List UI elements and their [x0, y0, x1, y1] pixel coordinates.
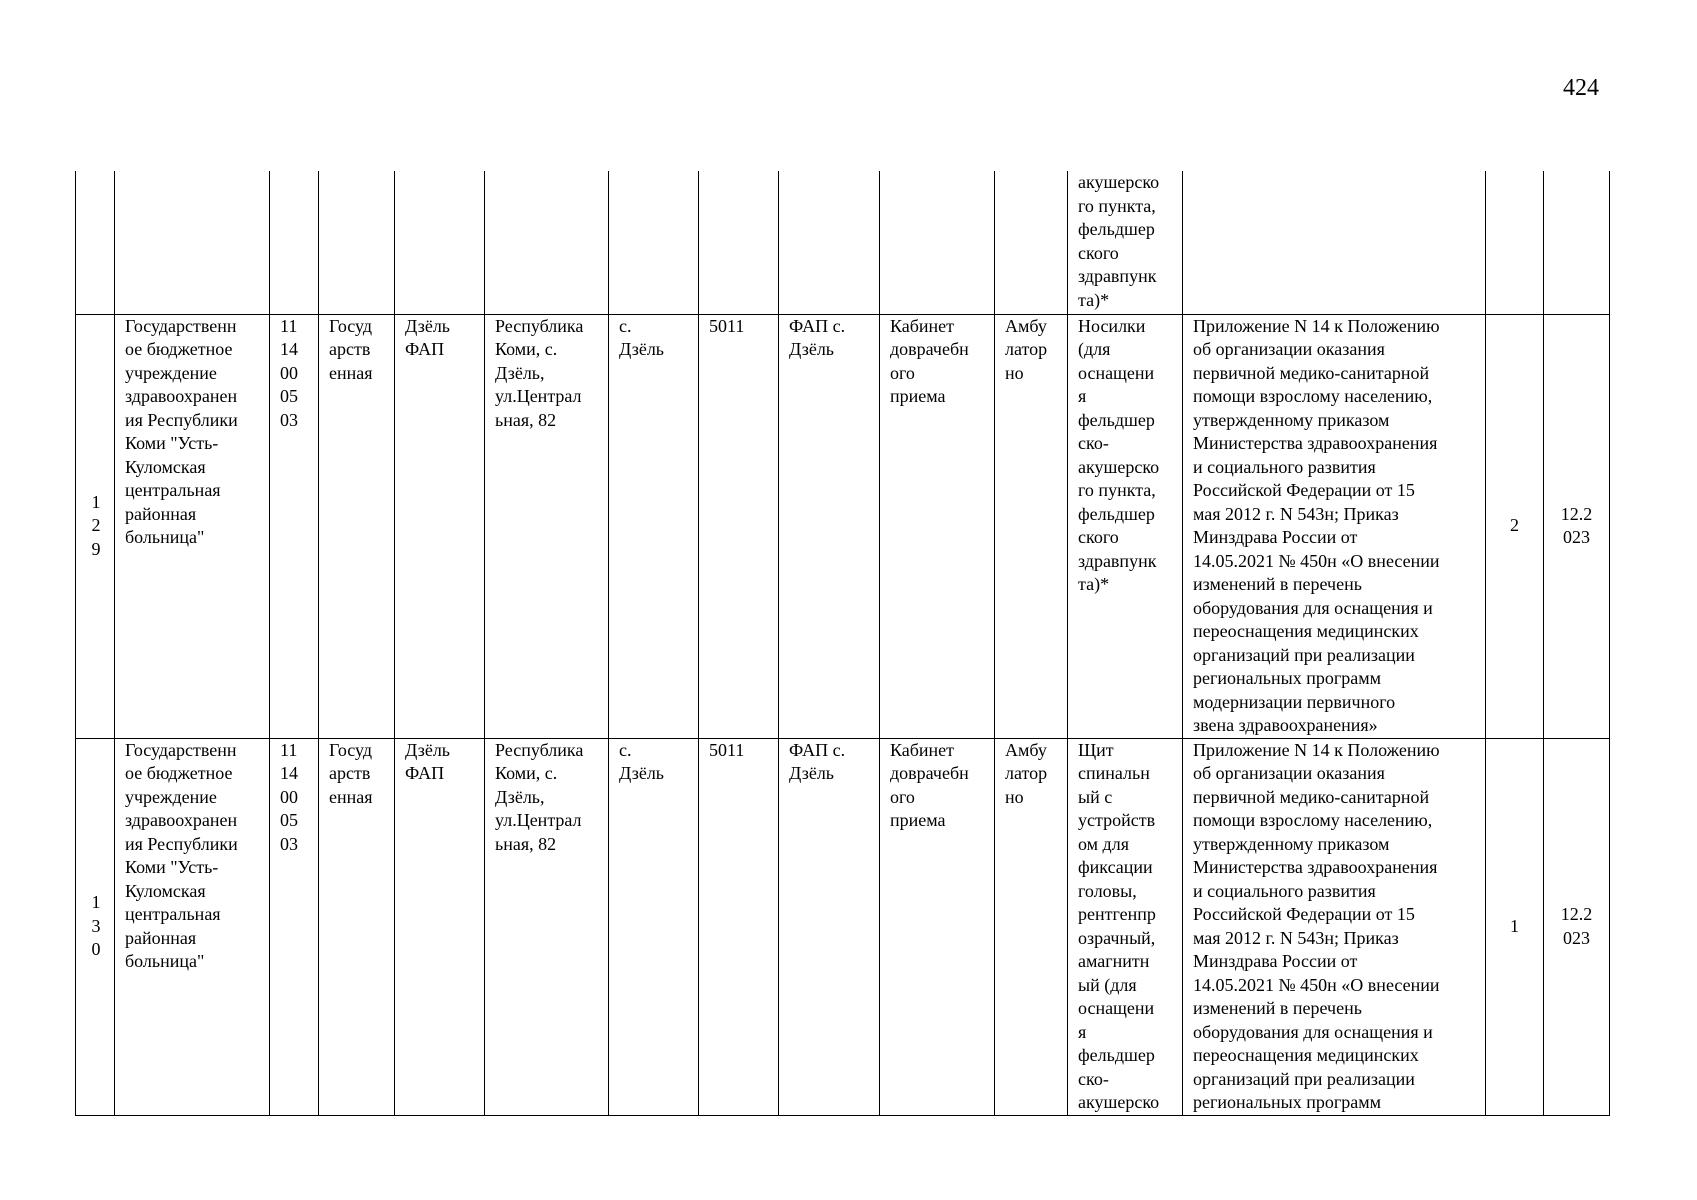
cell-line: Министерства здравоохранения	[1193, 433, 1438, 453]
cell-date	[1544, 314, 1610, 738]
cell-line: утвержденному приказом	[1193, 409, 1390, 430]
cell-line: приема	[890, 386, 946, 406]
cell-line: центральная	[125, 904, 221, 924]
cell-line: та)*	[1078, 574, 1110, 594]
cell-line: Министерства здравоохранения	[1193, 857, 1438, 877]
cell-qty: 1	[1486, 738, 1544, 1115]
cell-line: Госуд	[329, 315, 373, 336]
cell-line: 9	[91, 538, 101, 559]
cell-line: Коми, с.	[495, 339, 558, 359]
cell-line: мая 2012 г. N 543н; Приказ	[1193, 503, 1399, 524]
cell-line: фельдшер	[1078, 503, 1155, 524]
cell-line: енная	[329, 362, 373, 383]
cell-line: первичной медико-санитарной	[1193, 362, 1430, 383]
cell-code2	[699, 171, 779, 314]
cell-cabinet	[880, 171, 995, 314]
cell-line: 11	[280, 739, 298, 760]
cell-line: учреждение	[125, 362, 217, 383]
cell-line: акушерско	[1078, 1092, 1160, 1112]
cell-line: оснащени	[1078, 998, 1155, 1018]
cell-line: 12.2	[1560, 503, 1593, 524]
cell-line: фельдшер	[1078, 409, 1155, 430]
cell-line: ия Республики	[125, 409, 238, 430]
cell-line: утвержденному приказом	[1193, 833, 1390, 854]
cell-line: здравоохранен	[125, 386, 238, 406]
cell-line: изменений в перечень	[1193, 574, 1362, 594]
cell-ownership	[319, 738, 395, 1115]
page-number: 424	[1563, 75, 1599, 101]
cell-line: ФАП	[405, 339, 445, 359]
cell-line: Кабинет	[890, 739, 955, 760]
cell-org	[115, 738, 270, 1115]
cell-care	[995, 171, 1068, 314]
cell-line: Российской Федерации от 15	[1193, 480, 1415, 500]
cell-line: ого	[890, 786, 915, 807]
cell-line: 2	[91, 515, 101, 536]
cell-line: переоснащения медицинских	[1193, 1045, 1419, 1065]
cell-line: 12.2	[1560, 904, 1593, 924]
cell-line: арств	[329, 339, 371, 359]
cell-line: организаций при реализации	[1193, 1068, 1415, 1089]
cell-line: Госуд	[329, 739, 373, 760]
cell-code	[270, 314, 319, 738]
cell-date	[1544, 171, 1610, 314]
cell-line: об организации оказания	[1193, 763, 1385, 783]
cell-line: я	[1078, 1021, 1087, 1042]
cell-line: приема	[890, 810, 946, 830]
cell-unit	[395, 738, 485, 1115]
cell-locality	[609, 171, 699, 314]
table-body	[76, 171, 1610, 1115]
cell-equipment	[1068, 738, 1183, 1115]
cell-line: модернизации первичного	[1193, 691, 1396, 712]
cell-line: доврачебн	[890, 339, 969, 359]
cell-line: Минздрава России от	[1193, 527, 1358, 547]
cell-line: Коми "Усть-	[125, 433, 219, 453]
cell-line: но	[1005, 362, 1024, 383]
cell-address	[485, 738, 609, 1115]
cell-line: но	[1005, 786, 1024, 807]
cell-line: го пункта,	[1078, 480, 1156, 500]
cell-line: Носилки	[1078, 315, 1146, 336]
cell-line: го пункта,	[1078, 195, 1156, 216]
cell-line: оснащени	[1078, 362, 1155, 383]
cell-line: ского	[1078, 242, 1119, 263]
cell-line: Дзёль	[789, 763, 835, 783]
cell-line: мая 2012 г. N 543н; Приказ	[1193, 927, 1399, 948]
cell-line: 14.05.2021 № 450н «О внесении	[1193, 550, 1440, 571]
cell-line: ФАП с.	[789, 315, 846, 336]
cell-line: спинальн	[1078, 763, 1150, 783]
cell-line: региональных программ	[1193, 1092, 1381, 1112]
cell-line: районная	[125, 503, 197, 524]
cell-cabinet	[880, 738, 995, 1115]
cell-line: амагнитн	[1078, 951, 1150, 971]
cell-line: ьная, 82	[495, 409, 557, 430]
cell-fap	[779, 171, 880, 314]
cell-line: акушерско	[1078, 456, 1160, 477]
cell-line: латор	[1005, 763, 1048, 783]
cell-line: 05	[280, 386, 298, 406]
cell-line: Коми, с.	[495, 763, 558, 783]
cell-line: центральная	[125, 480, 221, 500]
cell-line: Государственн	[125, 315, 237, 336]
cell-fap	[779, 738, 880, 1115]
cell-line: Куломская	[125, 456, 206, 477]
cell-line: 3	[91, 915, 101, 936]
cell-line: ое бюджетное	[125, 339, 233, 359]
cell-code	[270, 738, 319, 1115]
cell-line: я	[1078, 386, 1087, 406]
cell-line: об организации оказания	[1193, 339, 1385, 359]
cell-org	[115, 314, 270, 738]
cell-num	[76, 171, 115, 314]
cell-date	[1544, 738, 1610, 1115]
cell-line: озрачный,	[1078, 927, 1156, 948]
cell-line: 00	[280, 786, 298, 807]
cell-line: Дзёль	[789, 339, 835, 359]
cell-line: 023	[1563, 927, 1590, 948]
cell-line: региональных программ	[1193, 668, 1381, 688]
cell-line: 00	[280, 362, 298, 383]
cell-line: организаций при реализации	[1193, 644, 1415, 665]
cell-code	[270, 171, 319, 314]
equipment-table	[75, 171, 1610, 1116]
cell-unit	[395, 171, 485, 314]
cell-line: районная	[125, 927, 197, 948]
cell-norm	[1183, 314, 1486, 738]
cell-num	[76, 314, 115, 738]
cell-ownership	[319, 171, 395, 314]
cell-cabinet	[880, 314, 995, 738]
cell-line: переоснащения медицинских	[1193, 621, 1419, 641]
table-row-continuation	[76, 171, 1610, 314]
cell-line: Российской Федерации от 15	[1193, 904, 1415, 924]
cell-line: Дзёль,	[495, 362, 545, 383]
cell-line: 14.05.2021 № 450н «О внесении	[1193, 974, 1440, 995]
table-row	[76, 314, 1610, 738]
cell-line: и социального развития	[1193, 456, 1376, 477]
cell-line: звена здравоохранения»	[1193, 715, 1378, 735]
cell-line: ого	[890, 362, 915, 383]
cell-line: Дзёль	[619, 763, 665, 783]
cell-ownership	[319, 314, 395, 738]
cell-line: и социального развития	[1193, 880, 1376, 901]
cell-line: 03	[280, 409, 298, 430]
cell-line: 05	[280, 810, 298, 830]
cell-line: с.	[619, 315, 632, 336]
cell-line: латор	[1005, 339, 1048, 359]
cell-line: ия Республики	[125, 833, 238, 854]
cell-qty: 2	[1486, 314, 1544, 738]
table-row	[76, 738, 1610, 1115]
cell-line: фельдшер	[1078, 219, 1155, 239]
cell-line: ый с	[1078, 786, 1113, 807]
cell-line: устройств	[1078, 810, 1156, 830]
cell-line: учреждение	[125, 786, 217, 807]
cell-line: Кабинет	[890, 315, 955, 336]
cell-line: изменений в перечень	[1193, 998, 1362, 1018]
cell-line: ул.Централ	[495, 386, 582, 406]
cell-fap	[779, 314, 880, 738]
cell-line: ФАП	[405, 763, 445, 783]
cell-code2: 5011	[699, 314, 779, 738]
cell-line: Амбу	[1005, 739, 1047, 760]
cell-line: доврачебн	[890, 763, 969, 783]
cell-address	[485, 171, 609, 314]
cell-line: 023	[1563, 527, 1590, 547]
cell-num	[76, 738, 115, 1115]
cell-line: Приложение N 14 к Положению	[1193, 315, 1440, 336]
cell-line: Дзёль	[405, 739, 451, 760]
cell-line: енная	[329, 786, 373, 807]
cell-care	[995, 738, 1068, 1115]
cell-equipment	[1068, 171, 1183, 314]
cell-equipment	[1068, 314, 1183, 738]
cell-line: с.	[619, 739, 632, 760]
cell-line: Республика	[495, 315, 584, 336]
cell-line: Дзёль,	[495, 786, 545, 807]
cell-line: Государственн	[125, 739, 237, 760]
cell-line: ско-	[1078, 1068, 1109, 1089]
cell-line: 03	[280, 833, 298, 854]
cell-care	[995, 314, 1068, 738]
cell-norm	[1183, 171, 1486, 314]
cell-code2: 5011	[699, 738, 779, 1115]
cell-line: больница"	[125, 951, 205, 971]
cell-line: Куломская	[125, 880, 206, 901]
cell-line: 14	[280, 339, 298, 359]
cell-line: ского	[1078, 527, 1119, 547]
cell-line: фельдшер	[1078, 1045, 1155, 1065]
cell-line: ул.Централ	[495, 810, 582, 830]
cell-line: ое бюджетное	[125, 763, 233, 783]
cell-line: здравпунк	[1078, 266, 1157, 286]
cell-line: 14	[280, 763, 298, 783]
cell-line: оборудования для оснащения и	[1193, 1021, 1433, 1042]
cell-line: Коми "Усть-	[125, 857, 219, 877]
cell-line: здравоохранен	[125, 810, 238, 830]
cell-unit	[395, 314, 485, 738]
cell-line: акушерско	[1078, 172, 1160, 192]
cell-line: ом для	[1078, 833, 1129, 854]
cell-line: ый (для	[1078, 974, 1137, 995]
cell-line: рентгенпр	[1078, 904, 1156, 924]
cell-qty	[1486, 171, 1544, 314]
cell-norm	[1183, 738, 1486, 1115]
cell-line: ско-	[1078, 433, 1109, 453]
cell-line: Щит	[1078, 739, 1114, 760]
cell-line: оборудования для оснащения и	[1193, 597, 1433, 618]
cell-locality	[609, 314, 699, 738]
cell-line: арств	[329, 763, 371, 783]
cell-line: 11	[280, 315, 298, 336]
cell-line: Дзёль	[619, 339, 665, 359]
cell-line: Минздрава России от	[1193, 951, 1358, 971]
cell-line: 0	[91, 939, 101, 960]
cell-line: ФАП с.	[789, 739, 846, 760]
cell-address	[485, 314, 609, 738]
cell-org	[115, 171, 270, 314]
cell-line: 1	[91, 491, 101, 512]
cell-line: 1	[91, 892, 101, 913]
cell-line: Дзёль	[405, 315, 451, 336]
cell-line: Республика	[495, 739, 584, 760]
cell-line: первичной медико-санитарной	[1193, 786, 1430, 807]
cell-line: та)*	[1078, 289, 1110, 310]
cell-line: (для	[1078, 339, 1111, 359]
cell-line: помощи взрослому населению,	[1193, 810, 1433, 830]
cell-line: Приложение N 14 к Положению	[1193, 739, 1440, 760]
cell-line: Амбу	[1005, 315, 1047, 336]
cell-line: ьная, 82	[495, 833, 557, 854]
cell-locality	[609, 738, 699, 1115]
cell-line: помощи взрослому населению,	[1193, 386, 1433, 406]
cell-line: головы,	[1078, 880, 1137, 901]
cell-line: больница"	[125, 527, 205, 547]
cell-line: здравпунк	[1078, 550, 1157, 571]
cell-line: фиксации	[1078, 857, 1153, 877]
